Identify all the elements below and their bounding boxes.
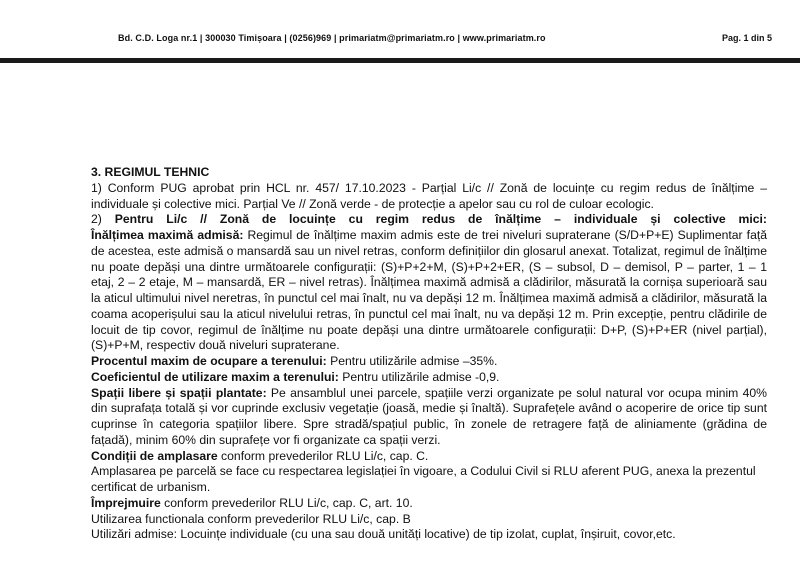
- green-space-label: Spații libere și spații plantate:: [91, 385, 267, 400]
- cut-label: Coeficientul de utilizare maxim a terenului:: [91, 369, 339, 384]
- item-1-paragraph: 1) Conform PUG aprobat prin HCL nr. 457/ 17.10.2023 - Parțial Li/c // Zonă de locuințe cu regim redus de înălțime – individuale și colective mici. Parțial Ve // Zonă verde - de protecție a apelor sau cu rol de culoar ecologic.: [91, 180, 767, 211]
- height-text: Regimul de înălțime maxim admis este de trei niveluri supraterane (S/D+P+E) Suplimentar față de acestea, este admisă o mansardă sau un nivel retras, conform definițiilor din glosarul anexat. Totalizat, regimul de înălțime nu poate depăși una dintre următoarele configurații: (S)+P+2+M, (S)+P+2+ER, (S – subsol, D – demisol, P – parter, 1 – 1 etaj, 2 – 2 etaje, M – mansardă, ER – nivel retras). Înălțimea maximă admisă a clădirilor, măsurată la cornișa superioară sau la aticul ultimului nivel neretras, în punctul cel mai înalt, nu va depăși 12 m. Înălțimea maximă admisă a clădirilor, măsurată la coama acoperișului sau la aticul nivelului retras, în punctul cel mai înalt, nu va depăși 12 m. Prin excepție, pentru clădirile de locuit de tip covor, regimul de înălțime nu poate depăși una dintre următoarele configurații: D+P, (S)+P+ER (nivel parțial), (S)+P+M, respectiv două niveluri supraterane.: [91, 228, 768, 353]
- section-title: 3. REGIMUL TEHNIC: [91, 165, 210, 179]
- document-body: [91, 165, 767, 543]
- placement-paragraph: Amplasarea pe parcelă se face cu respectarea legislației în vigoare, a Codului Civil si RLU aferent PUG, anexa la prezentul certificat de urbanism.: [91, 464, 756, 494]
- cut-paragraph: [91, 370, 767, 386]
- item-2-title: Pentru Li/c // Zonă de locuințe cu regim redus de înălțime – individuale și colective mici:: [114, 212, 767, 227]
- item-2-heading: 2) Pentru Li/c // Zonă de locuințe cu regim redus de înălțime – individuale și colective mici:: [91, 212, 767, 227]
- green-space-paragraph: [91, 386, 767, 449]
- pot-paragraph: [91, 354, 767, 370]
- fence-label: Împrejmuire: [91, 495, 161, 510]
- height-label: Înălțimea maximă admisă:: [91, 228, 244, 242]
- cut-text: Pentru utilizările admise -0,9.: [338, 369, 500, 384]
- fence-paragraph: [91, 496, 767, 512]
- admitted-uses-paragraph: Utilizări admise: Locuințe individuale (cu una sau două unități locative) de tip izolat, cuplat, înșiruit, covor,etc.: [91, 527, 676, 542]
- placement-conditions-label: Condiții de amplasare: [91, 448, 218, 463]
- placement-conditions-text: conform prevederilor RLU Li/c, cap. C.: [217, 448, 429, 463]
- height-paragraph: [91, 228, 767, 354]
- functional-use-paragraph: Utilizarea functionala conform prevederilor RLU Li/c, cap. B: [91, 511, 411, 526]
- page-number: Pag. 1 din 5: [721, 33, 772, 43]
- page-header: [0, 0, 800, 62]
- pot-text: Pentru utilizările admise –35%.: [326, 354, 498, 368]
- header-divider: [0, 58, 800, 63]
- fence-text: conform prevederilor RLU Li/c, cap. C, art. 10.: [160, 495, 413, 510]
- green-space-text: Pe ansamblul unei parcele, spațiile verzi organizate pe solul natural vor ocupa minim 40% din suprafața totală și vor cuprinde exclusiv vegetație (joasă, medie și înaltă). Suprafețele având o acoperire de orice tip sunt cuprinse în categoria spațiilor libere. Spre stradă/spațiul public, în zonele de retragere față de aliniamente (grădina de fațadă), minim 60% din suprafețe vor fi organizate ca spații verzi.: [91, 385, 767, 447]
- placement-conditions-paragraph: [91, 449, 767, 465]
- header-contact-info: Bd. C.D. Loga nr.1 | 300030 Timișoara | (0256)969 | primariatm@primariatm.ro | www.primariatm.ro: [118, 33, 546, 43]
- pot-label: Procentul maxim de ocupare a terenului:: [91, 354, 327, 368]
